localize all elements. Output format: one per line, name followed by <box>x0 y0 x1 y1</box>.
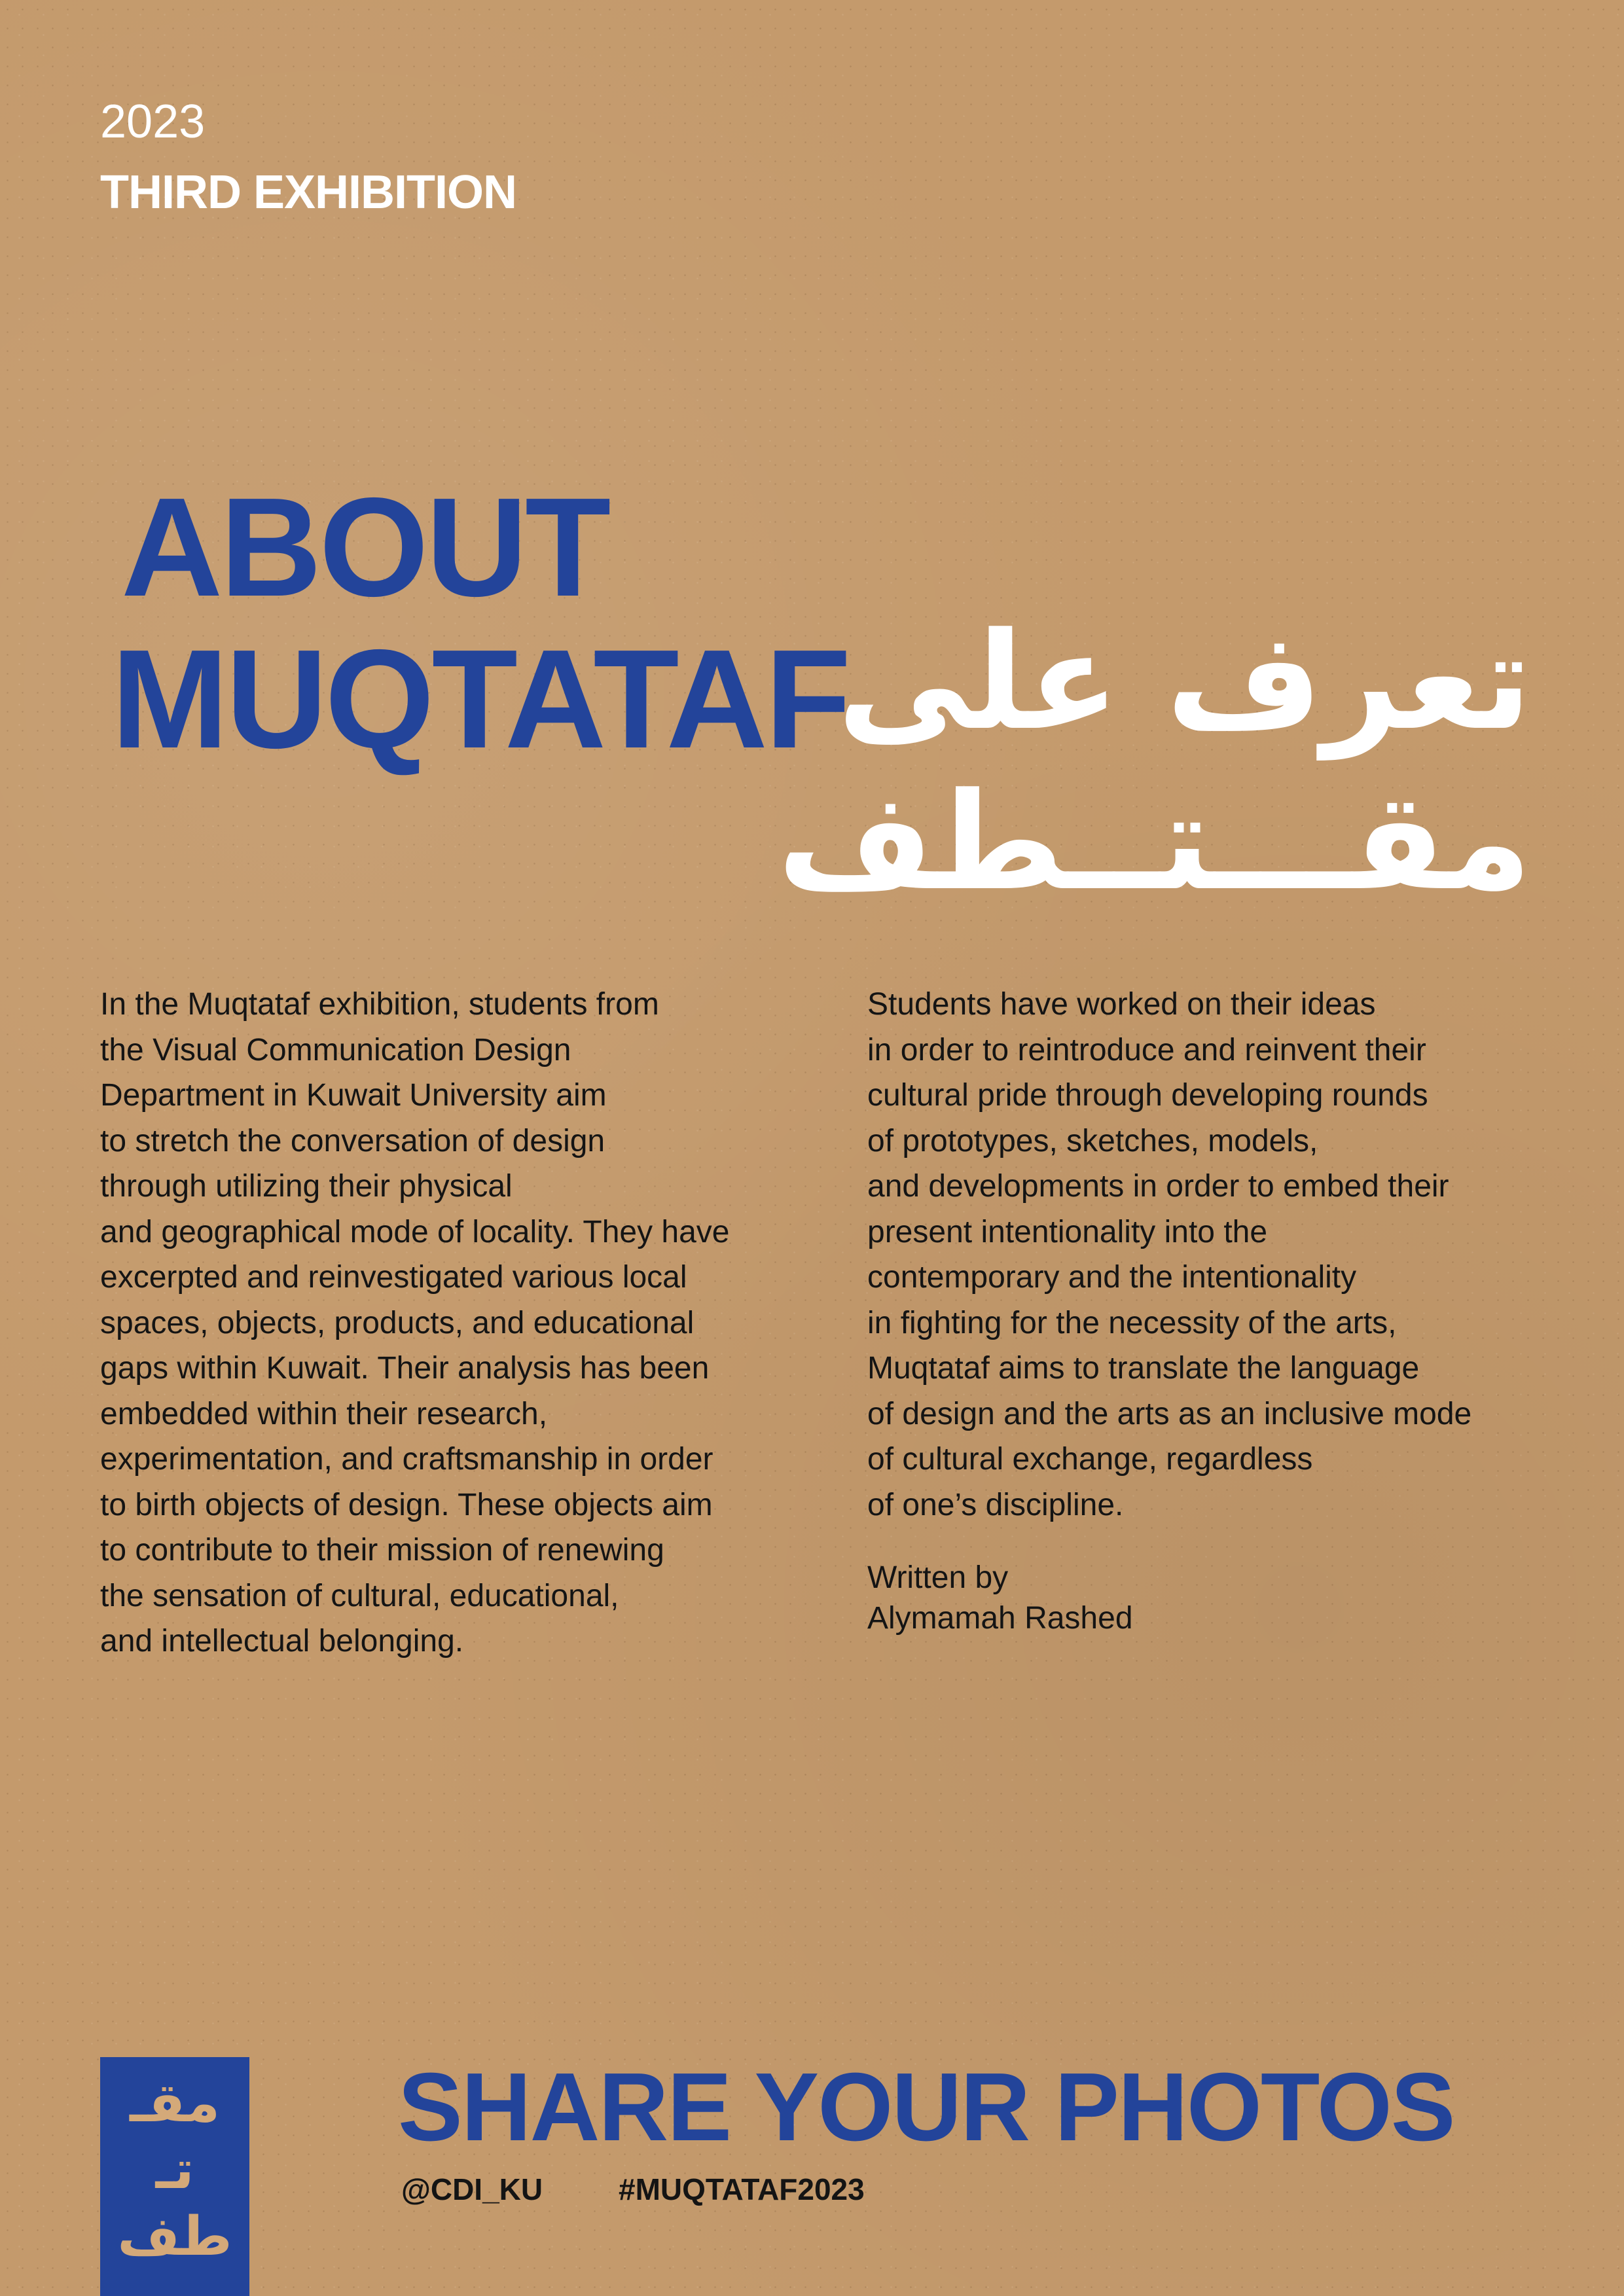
body-left-column <box>100 982 807 1664</box>
title-english-line: MUQTATAF <box>111 620 849 778</box>
social-handle: @CDI_KU <box>401 2172 543 2206</box>
body-line: spaces, objects, products, and educational <box>100 1305 695 1340</box>
body-line: Muqtataf aims to translate the language <box>867 1351 1420 1386</box>
share-photos-heading: SHARE YOUR PHOTOS <box>398 2053 1454 2161</box>
logo-line: مقـ <box>130 2072 220 2134</box>
body-line: contemporary and the intentionality <box>867 1260 1357 1295</box>
body-line: to contribute to their mission of renewing <box>100 1533 664 1568</box>
body-line: present intentionality into the <box>867 1214 1268 1249</box>
body-line: gaps within Kuwait. Their analysis has been <box>100 1351 710 1386</box>
credit-name: Alymamah Rashed <box>867 1601 1133 1636</box>
author-credit <box>867 1558 1574 1639</box>
body-line: and intellectual belonging. <box>100 1624 464 1659</box>
body-line: of one’s discipline. <box>867 1487 1124 1522</box>
body-line: of design and the arts as an inclusive mode <box>867 1396 1472 1431</box>
body-line: in order to reintroduce and reinvent their <box>867 1032 1426 1067</box>
title-arabic-line: مقـــتــطف <box>777 764 1532 920</box>
body-line: and geographical mode of locality. They have <box>100 1214 730 1249</box>
logo-line: تـ <box>155 2139 194 2201</box>
body-line: cultural pride through developing rounds <box>867 1078 1428 1113</box>
body-line: in fighting for the necessity of the arts, <box>867 1305 1397 1340</box>
credit-label: Written by <box>867 1560 1009 1595</box>
body-line: to stretch the conversation of design <box>100 1123 605 1158</box>
title-arabic-line: تعرف على <box>837 604 1532 760</box>
logo-wordmark <box>100 2070 249 2270</box>
title-arabic <box>777 602 1532 923</box>
body-line: of prototypes, sketches, models, <box>867 1123 1318 1158</box>
logo-line: طف <box>117 2206 232 2268</box>
body-line: experimentation, and craftsmanship in order <box>100 1442 713 1477</box>
exhibition-edition-label: THIRD EXHIBITION <box>100 166 517 219</box>
body-line: the sensation of cultural, educational, <box>100 1578 619 1613</box>
title-english-line: ABOUT <box>121 468 609 626</box>
body-line: Students have worked on their ideas <box>867 987 1376 1022</box>
body-line: In the Muqtataf exhibition, students from <box>100 987 659 1022</box>
muqtataf-logo <box>100 2057 249 2296</box>
year-label: 2023 <box>100 96 206 148</box>
body-right-column <box>867 982 1574 1639</box>
body-line: of cultural exchange, regardless <box>867 1442 1313 1477</box>
body-line: and developments in order to embed their <box>867 1169 1449 1204</box>
title-english <box>111 468 849 778</box>
body-line: the Visual Communication Design <box>100 1032 571 1067</box>
body-line: embedded within their research, <box>100 1396 548 1431</box>
hashtag: #MUQTATAF2023 <box>619 2172 865 2206</box>
body-line: Department in Kuwait University aim <box>100 1078 607 1113</box>
body-line: excerpted and reinvestigated various local <box>100 1260 687 1295</box>
body-line: to birth objects of design. These objects aim <box>100 1487 713 1522</box>
body-line: through utilizing their physical <box>100 1169 513 1204</box>
